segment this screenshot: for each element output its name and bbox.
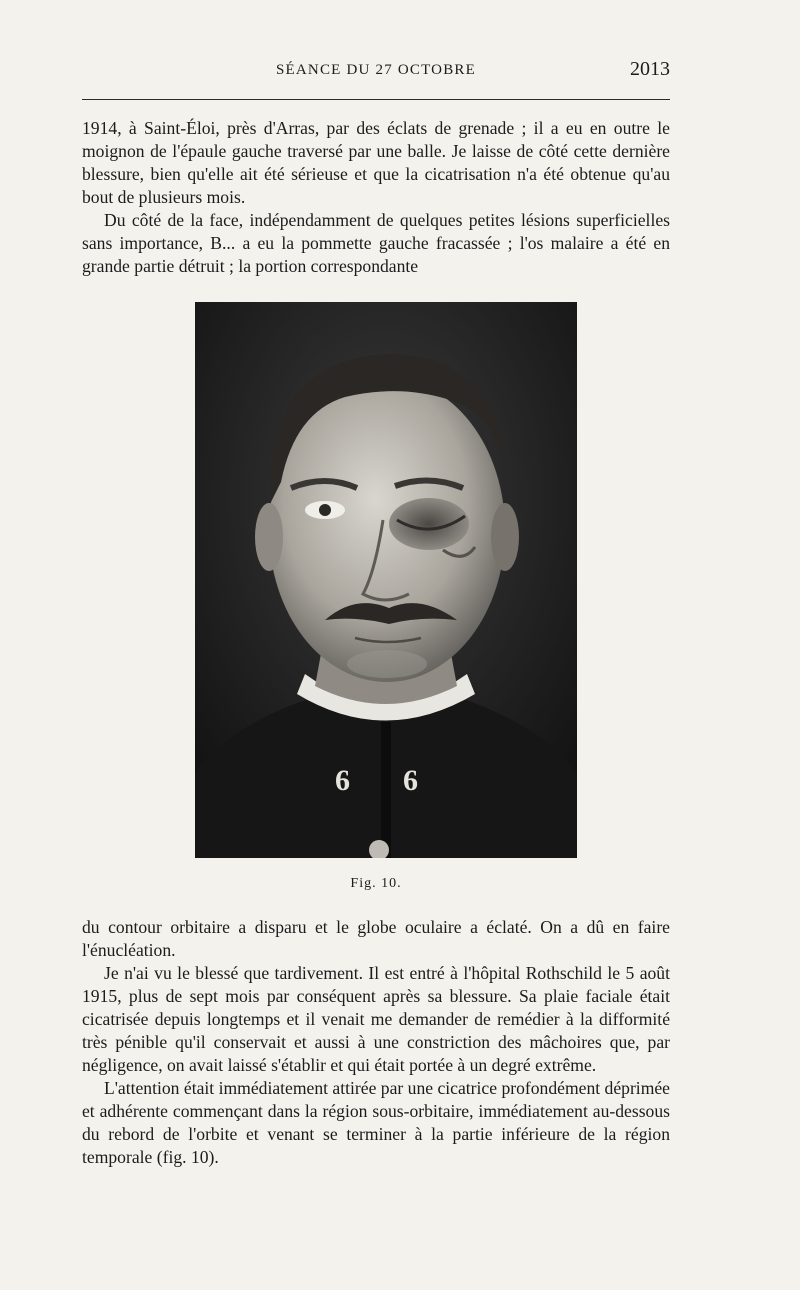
paragraph: L'attention était immédiatement attirée par une cicatrice profondément déprimée et adhérente commençant dans la région sous-orbitaire, immédiatement au-dessous du rebord de l'orbite et venant se terminer à la partie inférieure de la région temporale (fig. 10). — [82, 1078, 670, 1167]
paragraph: du contour orbitaire a disparu et le globe oculaire a éclaté. On a dû en faire l'énucléation. — [82, 917, 670, 960]
page-number: 2013 — [630, 58, 670, 80]
paragraph: Du côté de la face, indépendamment de quelques petites lésions superficielles sans importance, B... a eu la pommette gauche fracassée ; l'os malaire a été en grande partie détruit ; la portion correspondante — [82, 210, 670, 276]
page-header — [82, 58, 670, 88]
collar-insignia-left: 6 — [335, 764, 350, 797]
paragraph: 1914, à Saint-Éloi, près d'Arras, par des éclats de grenade ; il a eu en outre le moignon de l'épaule gauche traversé par une balle. Je laisse de côté cette dernière blessure, bien qu'elle ait été sérieuse et que la cicatrisation n'a été obtenue qu'au bout de plusieurs mois. — [82, 118, 670, 207]
paragraph: Je n'ai vu le blessé que tardivement. Il est entré à l'hôpital Rothschild le 5 août 1915, plus de sept mois par conséquent après sa blessure. Sa plaie faciale était cicatrisée depuis longtemps et il venait me demander de remédier à la difformité très pénible qu'il conservait et aussi à une constriction des mâchoires que, par négligence, on avait laissé s'établir et qui était portée à un degré extrême. — [82, 963, 670, 1075]
header-rule — [82, 99, 670, 100]
figure-caption: Fig. 10. — [350, 876, 402, 891]
figure-photograph — [195, 302, 577, 858]
text-block-bottom — [82, 916, 670, 1169]
text-block-top — [82, 117, 670, 278]
collar-insignia-right: 6 — [403, 764, 418, 797]
running-title: SÉANCE DU 27 OCTOBRE — [276, 62, 476, 78]
